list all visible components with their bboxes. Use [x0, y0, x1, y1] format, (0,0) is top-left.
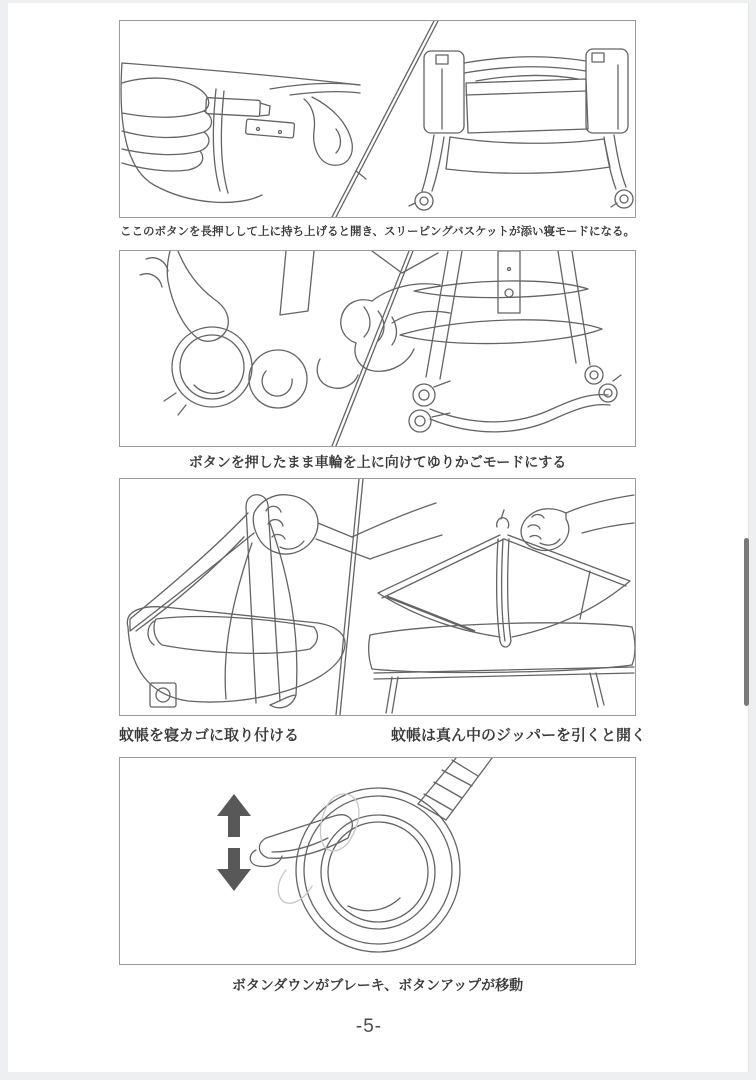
panel-cradle-illustration [120, 251, 635, 446]
panel-mosquito-net-illustration [120, 479, 635, 715]
scrollbar-thumb[interactable] [744, 538, 749, 706]
up-arrow-icon [217, 794, 251, 837]
page-number: -5- [355, 1016, 383, 1037]
panel-cosleep-mode [119, 20, 636, 218]
caption-net-attach: 蚊帳を寝カゴに取り付ける [119, 727, 300, 744]
open-net-center-zipper-illustration [369, 495, 635, 713]
panel-cradle-mode [119, 250, 636, 447]
bassinet-cosleep-mode-illustration [409, 49, 633, 210]
caster-wheel-brake-detail-illustration [250, 758, 492, 952]
brake-lever-ghost-position [278, 794, 359, 903]
attach-net-to-basket-illustration [127, 495, 442, 708]
manual-page [8, 3, 749, 1072]
caption-cosleep-mode: ここのボタンを長押しして上に持ち上げると開き、スリーピングバスケットが添い寝モードになる。 [119, 226, 636, 238]
panel-caster-brake [119, 757, 636, 965]
panel-diagonal-divider [332, 21, 438, 217]
panel-cosleep-illustration [120, 21, 635, 217]
caption-caster-brake: ボタンダウンがブレーキ、ボタンアップが移動 [231, 977, 524, 993]
panel-diagonal-divider [332, 251, 413, 446]
panel-caster-brake-illustration [120, 758, 635, 964]
latch-button-press-hand-illustration [121, 63, 366, 202]
caption-net-zipper: 蚊帳は真ん中のジッパーを引くと開く [390, 727, 646, 744]
panel-mosquito-net [119, 478, 636, 716]
caption-cradle-mode: ボタンを押したまま車輪を上に向けてゆりかごモードにする [188, 454, 567, 470]
frame-wheels-up-cradle-illustration [400, 251, 621, 432]
down-arrow-icon [217, 848, 251, 891]
caption-row-mosquito-net [119, 725, 646, 746]
panel-diagonal-divider [336, 479, 363, 715]
